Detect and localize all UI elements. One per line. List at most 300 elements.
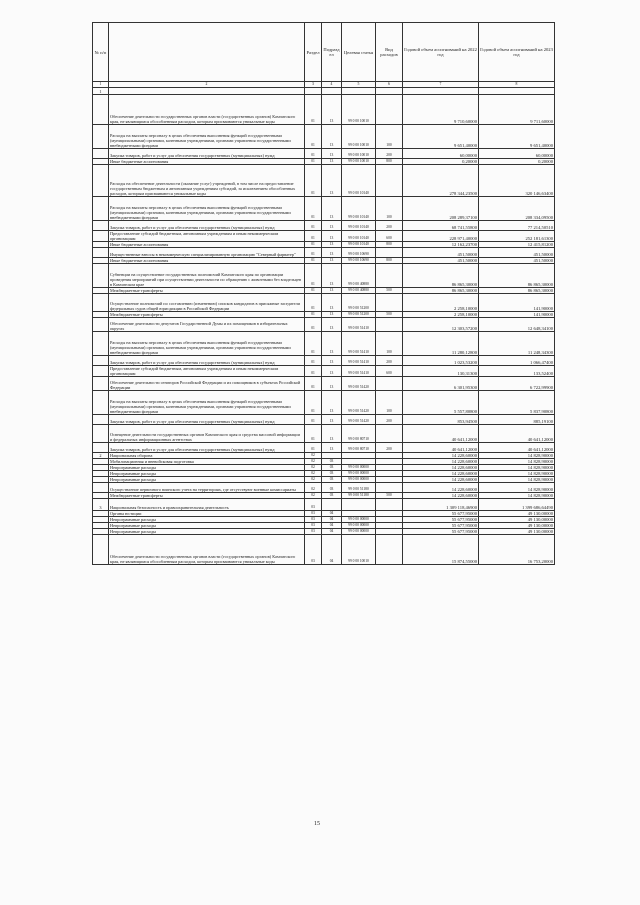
row-razdel: 01 — [305, 294, 322, 312]
row-name: Расходы на выплаты персоналу в целях обеспечения выполнения функций государственными (муниципальными) органами, казенными учреждениями, органами управления государственными внебюджетными фондами — [109, 332, 305, 356]
row-amount-2023: 12 415,81200 — [479, 242, 555, 248]
col-number: 6 — [376, 82, 403, 88]
table-row — [93, 415, 555, 425]
row-amount-2022: 1 309 118,46900 — [403, 499, 479, 511]
row-podrazdel: 03 — [322, 471, 342, 477]
row-podrazdel: 13 — [322, 242, 342, 248]
table-row — [93, 231, 555, 242]
header-name — [109, 23, 305, 82]
row-name: Межбюджетные трансферты — [109, 493, 305, 499]
row-name: Мобилизационная и вневойсковая подготовка — [109, 459, 305, 465]
row-amount-2023: 14 828,90000 — [479, 471, 555, 477]
row-amount-2023: 16 753,20000 — [479, 535, 555, 565]
row-amount-2022: 55 677,95000 — [403, 511, 479, 517]
row-amount-2022: 40 641,12000 — [403, 443, 479, 453]
row-amount-2022: 14 228,60000 — [403, 493, 479, 499]
row-name: Расходы на выплаты персоналу в целях обеспечения выполнения функций государственными (муниципальными) органами, казенными учреждениями, органами управления государственными внебюджетными фондами — [109, 197, 305, 221]
row-name — [109, 88, 305, 95]
row-razdel: 01 — [305, 264, 322, 288]
row-cs: 99 0 00 80710 — [342, 443, 376, 453]
row-razdel: 01 — [305, 197, 322, 221]
row-amount-2023: 9 651,40000 — [479, 125, 555, 149]
table-row — [93, 499, 555, 511]
header-row — [93, 23, 555, 82]
row-number — [93, 425, 109, 443]
row-amount-2023: 49 130,00000 — [479, 523, 555, 529]
row-cs: 99 0 00 51420 — [342, 391, 376, 415]
row-name: Субвенции на осуществление государственных полномочий Камчатского края по организации проведения мероприятий при осуществлении деятельности по обращению с животными без владельцев в Камчатском крае — [109, 264, 305, 288]
row-number — [93, 356, 109, 366]
row-vr: 200 — [376, 356, 403, 366]
row-number — [93, 294, 109, 312]
row-number — [93, 318, 109, 332]
row-razdel: 01 — [305, 288, 322, 294]
row-amount-2023: 208 334,09500 — [479, 197, 555, 221]
row-amount-2023: 14 828,90000 — [479, 493, 555, 499]
row-name: Национальная оборона — [109, 453, 305, 459]
row-vr: 800 — [376, 242, 403, 248]
row-amount-2023: 141,90000 — [479, 312, 555, 318]
row-podrazdel: 13 — [322, 197, 342, 221]
col-number: 7 — [403, 82, 479, 88]
row-podrazdel — [322, 499, 342, 511]
table-row — [93, 95, 555, 125]
row-cs: 99 0 00 10140 — [342, 242, 376, 248]
row-podrazdel: 04 — [322, 511, 342, 517]
row-amount-2023: 12 648,34100 — [479, 318, 555, 332]
row-name: Органы юстиции — [109, 511, 305, 517]
row-podrazdel: 13 — [322, 443, 342, 453]
row-podrazdel: 13 — [322, 159, 342, 165]
row-cs: 99 0 00 51410 — [342, 332, 376, 356]
col-number: 5 — [342, 82, 376, 88]
row-name: Обеспечение деятельности депутатов Государственной Думы и их помощников в избирательных округах — [109, 318, 305, 332]
row-podrazdel: 03 — [322, 459, 342, 465]
row-name: Иные бюджетные ассигнования — [109, 242, 305, 248]
row-cs: 99 0 00 00000 — [342, 517, 376, 523]
row-number — [93, 377, 109, 391]
row-cs: 99 0 00 10140 — [342, 231, 376, 242]
row-razdel: 01 — [305, 356, 322, 366]
row-name: Национальная безопасность и правоохранительная деятельность — [109, 499, 305, 511]
row-name: Непрограммные расходы — [109, 471, 305, 477]
row-razdel: 01 — [305, 149, 322, 159]
row-podrazdel: 13 — [322, 258, 342, 264]
row-podrazdel: 13 — [322, 248, 342, 258]
row-podrazdel: 13 — [322, 288, 342, 294]
row-vr: 500 — [376, 312, 403, 318]
row-razdel: 03 — [305, 517, 322, 523]
row-amount-2023: 40 641,12000 — [479, 425, 555, 443]
row-amount-2022: 0,20000 — [403, 159, 479, 165]
row-razdel: 03 — [305, 529, 322, 535]
row-razdel: 03 — [305, 499, 322, 511]
row-podrazdel: 04 — [322, 529, 342, 535]
row-amount-2023: 49 130,00000 — [479, 529, 555, 535]
row-number — [93, 366, 109, 377]
table-row — [93, 294, 555, 312]
row-cs: 99 0 00 10140 — [342, 197, 376, 221]
row-vr: 500 — [376, 493, 403, 499]
row-podrazdel: 13 — [322, 415, 342, 425]
table-row — [93, 318, 555, 332]
row-number — [93, 483, 109, 493]
row-amount-2023: 1 066,47400 — [479, 356, 555, 366]
table-row — [93, 165, 555, 197]
row-number — [93, 443, 109, 453]
row-amount-2022: 55 677,95000 — [403, 523, 479, 529]
row-podrazdel: 13 — [322, 377, 342, 391]
row-podrazdel: 13 — [322, 332, 342, 356]
row-amount-2023: 40 641,12000 — [479, 443, 555, 453]
row-name: Расходы на обеспечение деятельности (оказание услуг) учреждений, в том числе на предоставление государственным бюджетным и автономным учреждениям субсидий, за исключением обособленных расходов, которым присваиваются уникальные коды — [109, 165, 305, 197]
row-amount-2023: 86 865,30000 — [479, 288, 555, 294]
row-podrazdel: 13 — [322, 125, 342, 149]
row-podrazdel: 13 — [322, 318, 342, 332]
row-name: Межбюджетные трансферты — [109, 312, 305, 318]
row-amount-2023: 451,50000 — [479, 258, 555, 264]
row-amount-2023: 451,50000 — [479, 248, 555, 258]
row-razdel: 01 — [305, 366, 322, 377]
row-name: Освещение деятельности государственных органов Камчатского края и средства массовой информации и федеральных информационных агентствах — [109, 425, 305, 443]
row-number — [93, 332, 109, 356]
row-vr — [376, 483, 403, 493]
row-amount-2022: 2 258,10000 — [403, 294, 479, 312]
row-amount-2023: 60,00000 — [479, 149, 555, 159]
row-razdel: 01 — [305, 425, 322, 443]
table-row — [93, 125, 555, 149]
row-vr: 200 — [376, 415, 403, 425]
row-name: Закупка товаров, работ и услуг для обеспечения государственных (муниципальных) нужд — [109, 221, 305, 231]
col-number: 8 — [479, 82, 555, 88]
row-razdel: 02 — [305, 459, 322, 465]
row-number: 1 — [93, 88, 109, 95]
row-amount-2022: 9 651,40000 — [403, 125, 479, 149]
row-razdel: 01 — [305, 377, 322, 391]
row-cs: 99 0 00 10010 — [342, 159, 376, 165]
row-razdel: 02 — [305, 477, 322, 483]
row-podrazdel: 03 — [322, 483, 342, 493]
row-razdel: 03 — [305, 523, 322, 529]
row-amount-2023: 14 828,90000 — [479, 453, 555, 459]
col-number: 1 — [93, 82, 109, 88]
row-amount-2022: 11 280,12800 — [403, 332, 479, 356]
row-name: Иные бюджетные ассигнования — [109, 159, 305, 165]
row-razdel: 03 — [305, 511, 322, 517]
row-amount-2022: 451,50000 — [403, 248, 479, 258]
row-name: Непрограммные расходы — [109, 529, 305, 535]
row-cs: 99 0 00 40880 — [342, 288, 376, 294]
row-name: Предоставление субсидий бюджетным, автономным учреждениям и иным некоммерческим организациям — [109, 231, 305, 242]
row-name: Непрограммные расходы — [109, 517, 305, 523]
row-amount-2022: 6 301,95300 — [403, 377, 479, 391]
table-row — [93, 377, 555, 391]
row-amount-2023: 11 248,34300 — [479, 332, 555, 356]
row-cs — [342, 88, 376, 95]
row-amount-2023: 320 146,63400 — [479, 165, 555, 197]
row-number — [93, 248, 109, 258]
row-cs: 99 0 00 51200 — [342, 312, 376, 318]
row-amount-2023: 133,52400 — [479, 366, 555, 377]
table-row — [93, 366, 555, 377]
row-amount-2022: 55 677,95000 — [403, 517, 479, 523]
row-number — [93, 197, 109, 221]
row-amount-2022: 14 228,60000 — [403, 459, 479, 465]
row-podrazdel: 13 — [322, 366, 342, 377]
row-cs: 99 0 00 10010 — [342, 125, 376, 149]
row-vr — [376, 165, 403, 197]
row-podrazdel: 13 — [322, 294, 342, 312]
row-podrazdel: 13 — [322, 221, 342, 231]
row-cs: 99 0 00 51420 — [342, 377, 376, 391]
row-cs: 99 0 00 51420 — [342, 415, 376, 425]
row-razdel: 01 — [305, 125, 322, 149]
row-podrazdel: 03 — [322, 465, 342, 471]
row-podrazdel: 13 — [322, 356, 342, 366]
row-vr — [376, 248, 403, 258]
row-amount-2022: 14 228,60000 — [403, 471, 479, 477]
row-vr: 200 — [376, 221, 403, 231]
row-amount-2022: 55 677,95000 — [403, 529, 479, 535]
table-row — [93, 443, 555, 453]
row-name: Осуществление полномочий по составлению (изменению) списков кандидатов в присяжные заседатели федеральных судов общей юрисдикции в Российской Федерации — [109, 294, 305, 312]
row-amount-2022: 14 228,60000 — [403, 465, 479, 471]
row-amount-2022: 15 874,55000 — [403, 535, 479, 565]
row-vr: 100 — [376, 391, 403, 415]
row-razdel: 03 — [305, 535, 322, 565]
col-number: 4 — [322, 82, 342, 88]
row-amount-2023: 252 181,61300 — [479, 231, 555, 242]
row-name: Непрограммные расходы — [109, 477, 305, 483]
row-number — [93, 149, 109, 159]
row-cs: 99 0 00 51410 — [342, 318, 376, 332]
table-row — [93, 197, 555, 221]
row-cs: 99 0 00 10140 — [342, 165, 376, 197]
row-cs — [342, 499, 376, 511]
row-amount-2022: 86 865,30000 — [403, 264, 479, 288]
row-podrazdel: 13 — [322, 391, 342, 415]
row-razdel: 02 — [305, 493, 322, 499]
row-cs: 99 0 00 10690 — [342, 248, 376, 258]
table-row — [93, 483, 555, 493]
row-amount-2022: 14 228,60000 — [403, 453, 479, 459]
row-amount-2022: 278 344,23500 — [403, 165, 479, 197]
header-amount-2023: Годовой объем ассигнований на 2023 год — [479, 23, 555, 82]
row-amount-2022: 86 865,30000 — [403, 288, 479, 294]
row-cs: 99 0 00 00000 — [342, 477, 376, 483]
row-amount-2022: 451,50000 — [403, 258, 479, 264]
row-cs: 99 0 00 10010 — [342, 95, 376, 125]
row-vr — [376, 264, 403, 288]
row-cs: 99 0 00 00000 — [342, 465, 376, 471]
row-number — [93, 391, 109, 415]
row-number — [93, 231, 109, 242]
row-amount-2023: 1 399 686,64490 — [479, 499, 555, 511]
row-razdel: 02 — [305, 453, 322, 459]
row-name: Обеспечение деятельности сенаторов Российской Федерации и их помощников в субъектах Российской Федерации — [109, 377, 305, 391]
row-name: Непрограммные расходы — [109, 523, 305, 529]
row-cs: 99 0 00 80710 — [342, 425, 376, 443]
row-name: Обеспечение деятельности государственных органов власти (государственных органов) Камчатского края, не являющимся обособленным расходом, которым присваиваются уникальные коды — [109, 95, 305, 125]
row-razdel: 01 — [305, 95, 322, 125]
row-vr: 600 — [376, 231, 403, 242]
row-podrazdel — [322, 88, 342, 95]
row-cs: 99 0 00 10010 — [342, 535, 376, 565]
row-number — [93, 264, 109, 288]
row-podrazdel: 13 — [322, 95, 342, 125]
row-podrazdel: 13 — [322, 425, 342, 443]
row-amount-2023: 5 837,90800 — [479, 391, 555, 415]
row-amount-2022: 12 303,57200 — [403, 318, 479, 332]
row-amount-2023: 49 130,00000 — [479, 517, 555, 523]
row-name: Закупка товаров, работ и услуг для обеспечения государственных (муниципальных) нужд — [109, 443, 305, 453]
row-podrazdel: 13 — [322, 149, 342, 159]
row-amount-2022 — [403, 88, 479, 95]
row-razdel: 02 — [305, 483, 322, 493]
row-amount-2022: 130,31300 — [403, 366, 479, 377]
row-amount-2022: 853,94500 — [403, 415, 479, 425]
row-razdel: 01 — [305, 443, 322, 453]
row-amount-2023: 77 214,50510 — [479, 221, 555, 231]
row-name: Закупка товаров, работ и услуг для обеспечения государственных (муниципальных) нужд — [109, 149, 305, 159]
row-vr: 200 — [376, 443, 403, 453]
row-amount-2023: 49 130,00000 — [479, 511, 555, 517]
row-cs: 99 0 00 00000 — [342, 523, 376, 529]
row-vr — [376, 425, 403, 443]
header-vr: Вид расходов — [376, 23, 403, 82]
table-row — [93, 332, 555, 356]
header-amount-2022: Годовой объем ассигнований на 2022 год — [403, 23, 479, 82]
row-name: Иные бюджетные ассигнования — [109, 258, 305, 264]
row-amount-2023: 0,20000 — [479, 159, 555, 165]
row-vr — [376, 377, 403, 391]
row-cs: 99 0 00 51410 — [342, 356, 376, 366]
table-row — [93, 356, 555, 366]
row-razdel: 01 — [305, 248, 322, 258]
row-number — [93, 95, 109, 125]
row-vr: 100 — [376, 332, 403, 356]
row-vr: 600 — [376, 366, 403, 377]
row-name: Непрограммные расходы — [109, 465, 305, 471]
row-amount-2023: 14 828,90000 — [479, 465, 555, 471]
row-amount-2023: 9 711,60000 — [479, 95, 555, 125]
row-cs: 99 0 00 51180 — [342, 493, 376, 499]
row-name: Межбюджетные трансферты — [109, 288, 305, 294]
row-razdel: 01 — [305, 391, 322, 415]
row-number — [93, 165, 109, 197]
table-row — [93, 248, 555, 258]
row-amount-2023: 14 828,90000 — [479, 483, 555, 493]
row-razdel: 01 — [305, 415, 322, 425]
row-podrazdel: 13 — [322, 264, 342, 288]
row-amount-2023: 885,19100 — [479, 415, 555, 425]
row-amount-2022: 5 557,80800 — [403, 391, 479, 415]
row-razdel: 01 — [305, 242, 322, 248]
row-amount-2022: 60,00000 — [403, 149, 479, 159]
row-podrazdel: 04 — [322, 535, 342, 565]
row-amount-2023: 14 828,90000 — [479, 459, 555, 465]
table-row — [93, 88, 555, 95]
row-amount-2022: 68 741,55800 — [403, 221, 479, 231]
row-amount-2022: 2 258,10000 — [403, 312, 479, 318]
row-cs: 99 0 00 10010 — [342, 149, 376, 159]
row-podrazdel: 04 — [322, 517, 342, 523]
table-row — [93, 425, 555, 443]
row-amount-2022: 14 228,60000 — [403, 483, 479, 493]
row-amount-2023: 86 865,30000 — [479, 264, 555, 288]
col-number: 3 — [305, 82, 322, 88]
row-name: Закупка товаров, работ и услуг для обеспечения государственных (муниципальных) нужд — [109, 356, 305, 366]
row-vr: 100 — [376, 125, 403, 149]
header-razdel: Раздел — [305, 23, 322, 82]
row-razdel: 01 — [305, 312, 322, 318]
row-amount-2022: 14 228,60000 — [403, 477, 479, 483]
row-name: Осуществление первичного воинского учета на территориях, где отсутствуют военные комиссариаты — [109, 483, 305, 493]
table-row — [93, 391, 555, 415]
row-cs: 99 0 00 10690 — [342, 258, 376, 264]
row-vr: 800 — [376, 258, 403, 264]
row-name: Закупка товаров, работ и услуг для обеспечения государственных (муниципальных) нужд — [109, 415, 305, 425]
row-podrazdel: 04 — [322, 523, 342, 529]
row-vr — [376, 294, 403, 312]
row-number — [93, 535, 109, 565]
row-amount-2023: 141,90000 — [479, 294, 555, 312]
row-amount-2022: 40 641,12000 — [403, 425, 479, 443]
row-razdel: 01 — [305, 318, 322, 332]
row-razdel: 02 — [305, 471, 322, 477]
row-name: Имущественные взносы в некоммерческую специализированную организацию "Северный фарватер" — [109, 248, 305, 258]
row-name: Расходы на выплаты персоналу в целях обеспечения выполнения функций государственными (муниципальными) органами, казенными учреждениями, органами управления государственными внебюджетными фондами — [109, 125, 305, 149]
col-number: 2 — [109, 82, 305, 88]
row-razdel: 01 — [305, 332, 322, 356]
table-row — [93, 535, 555, 565]
row-vr — [376, 535, 403, 565]
row-amount-2022: 228 971,40000 — [403, 231, 479, 242]
row-name: Предоставление субсидий бюджетным, автономным учреждениям и иным некоммерческим организациям — [109, 366, 305, 377]
row-amount-2022: 208 289,37100 — [403, 197, 479, 221]
row-cs: 99 0 00 51410 — [342, 366, 376, 377]
row-number: 3 — [93, 499, 109, 511]
row-number — [93, 221, 109, 231]
row-razdel: 02 — [305, 465, 322, 471]
row-number — [93, 125, 109, 149]
row-vr — [376, 95, 403, 125]
row-amount-2023: 6 722,99900 — [479, 377, 555, 391]
row-cs: 99 0 00 51180 — [342, 483, 376, 493]
table-row — [93, 149, 555, 159]
row-razdel — [305, 88, 322, 95]
row-vr: 800 — [376, 159, 403, 165]
row-razdel: 01 — [305, 258, 322, 264]
row-cs: 99 0 00 10140 — [342, 221, 376, 231]
row-name: Расходы на выплаты персоналу в целях обеспечения выполнения функций государственными (муниципальными) органами, казенными учреждениями, органами управления государственными внебюджетными фондами — [109, 391, 305, 415]
row-podrazdel: 03 — [322, 493, 342, 499]
row-cs: 99 0 00 00000 — [342, 471, 376, 477]
row-cs: 99 0 00 00000 — [342, 529, 376, 535]
row-podrazdel: 03 — [322, 477, 342, 483]
row-vr — [376, 88, 403, 95]
row-number — [93, 415, 109, 425]
budget-table — [92, 22, 555, 565]
row-podrazdel: 13 — [322, 312, 342, 318]
table-body — [93, 88, 555, 565]
header-podrazdel: Подраздел — [322, 23, 342, 82]
row-vr: 100 — [376, 197, 403, 221]
header-cs: Целевая статья — [342, 23, 376, 82]
row-razdel: 01 — [305, 231, 322, 242]
row-vr — [376, 499, 403, 511]
header-no: № п/п — [93, 23, 109, 82]
